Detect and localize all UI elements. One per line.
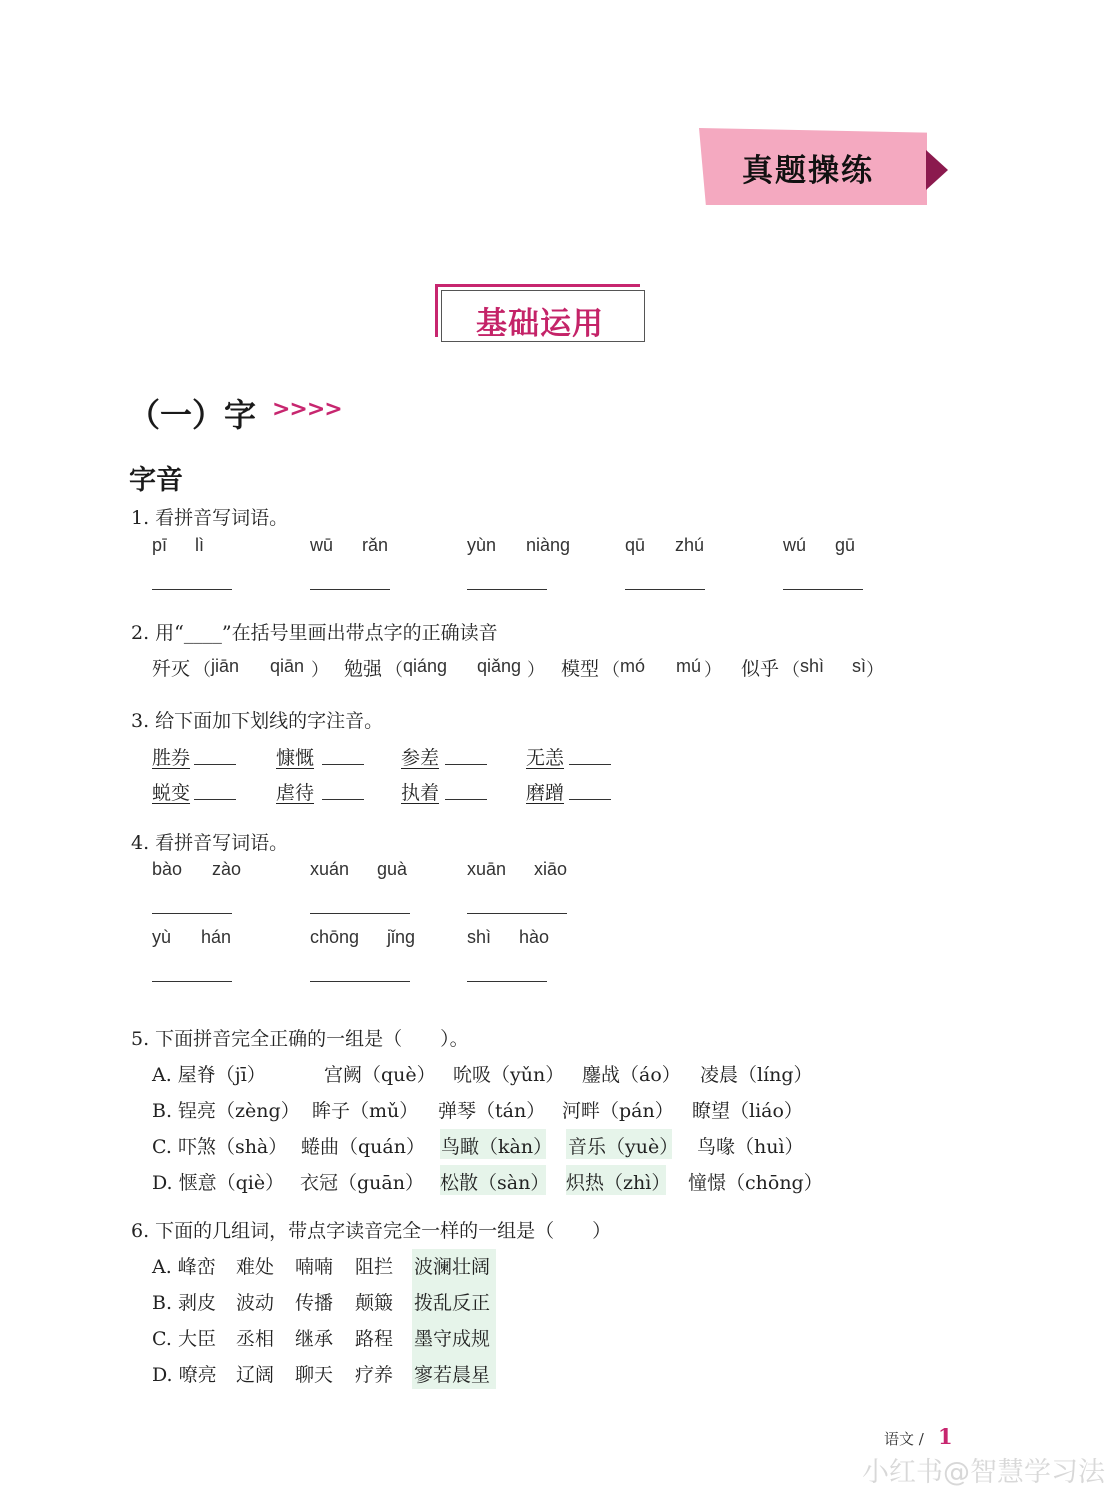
answer-blank[interactable] [310, 981, 410, 982]
pinyin: wū [310, 535, 334, 555]
underlined-word: 虐待 [276, 782, 315, 804]
answer-blank[interactable] [310, 913, 410, 914]
pinyin: rǎn [362, 535, 389, 555]
option-b-item: 颠簸 [355, 1292, 394, 1314]
option-b-item[interactable]: B. 锃亮（zèng） [152, 1100, 300, 1122]
option-d-item: 炽热（zhì） [566, 1172, 671, 1194]
section-box-title: 基础运用 [476, 306, 604, 342]
option-b-item: 波动 [236, 1292, 275, 1314]
paren-right: ） [704, 660, 722, 680]
section-arrows-icon: >>>> [272, 397, 342, 422]
pinyin-option[interactable]: mó [620, 656, 646, 676]
answer-blank[interactable] [569, 764, 611, 765]
pinyin: wú [783, 535, 807, 555]
option-c-item: 音乐（yuè） [568, 1136, 679, 1158]
pinyin-option[interactable]: qiān [270, 656, 305, 676]
option-b-item: 眸子（mǔ） [312, 1100, 419, 1122]
option-a-item: 难处 [236, 1256, 275, 1278]
option-c-item: 丞相 [236, 1328, 275, 1350]
underlined-word: 执着 [401, 782, 440, 804]
watermark: 小红书@智慧学习法 [862, 1457, 1105, 1488]
pinyin: yù [152, 927, 172, 947]
pinyin: xuān [467, 859, 507, 879]
question-1-stem: 1. 看拼音写词语。 [131, 507, 289, 529]
option-b-item: 河畔（pán） [562, 1100, 674, 1122]
option-c-item[interactable]: C. 大臣 [152, 1328, 216, 1350]
option-a-item: 凌晨（líng） [700, 1064, 813, 1086]
subsection-title: 字音 [129, 465, 183, 496]
pinyin: chōng [310, 927, 360, 947]
option-b-item: 传播 [295, 1292, 334, 1314]
word: 似乎 [741, 658, 780, 680]
footer-subject: 语文 / [884, 1430, 924, 1448]
pinyin: shì [467, 927, 492, 947]
paren-left: （ [385, 660, 403, 680]
page-number: 1 [938, 1424, 953, 1449]
paren-left: （ [193, 660, 211, 680]
pinyin: xiāo [534, 859, 568, 879]
option-c-item: 鸟喙（huì） [697, 1136, 804, 1158]
option-a-item: 喃喃 [295, 1256, 334, 1278]
question-3-stem: 3. 给下面加下划线的字注音。 [131, 710, 384, 732]
pinyin: pī [152, 535, 168, 555]
option-d-item: 聊天 [295, 1364, 334, 1386]
option-a-item: 鏖战（áo） [582, 1064, 681, 1086]
underlined-word: 参差 [401, 747, 440, 769]
answer-blank[interactable] [322, 764, 364, 765]
option-d-item[interactable]: D. 惬意（qiè） [152, 1172, 285, 1194]
pinyin: niàng [526, 535, 571, 555]
option-a-item[interactable]: A. 屋脊（jī） [152, 1064, 266, 1086]
option-b-item: 拨乱反正 [414, 1292, 491, 1314]
pinyin: gū [835, 535, 856, 555]
option-c-item: 墨守成规 [414, 1328, 491, 1350]
paren-left: （ [602, 660, 620, 680]
pinyin: bào [152, 859, 183, 879]
answer-blank[interactable] [569, 799, 611, 800]
banner-arrow-icon [926, 150, 948, 190]
option-c-item: 路程 [355, 1328, 394, 1350]
word: 勉强 [344, 658, 383, 680]
pinyin: guà [377, 859, 408, 879]
option-d-item: 寥若晨星 [414, 1364, 491, 1386]
pinyin: zào [212, 859, 242, 879]
paren-left: （ [782, 660, 800, 680]
word: 模型 [561, 658, 600, 680]
underlined-word: 胜券 [152, 747, 191, 769]
question-5-stem: 5. 下面拼音完全正确的一组是（ ）。 [131, 1028, 469, 1050]
option-a-item: 宫阙（què） [324, 1064, 436, 1086]
answer-blank[interactable] [467, 913, 567, 914]
answer-blank[interactable] [445, 799, 487, 800]
question-6-stem: 6. 下面的几组词，带点字读音完全一样的一组是（ ） [131, 1220, 612, 1242]
pinyin: qū [625, 535, 646, 555]
answer-blank[interactable] [152, 981, 232, 982]
underlined-word: 慷慨 [276, 747, 315, 769]
pinyin: hán [201, 927, 232, 947]
section-title: （一）字 [128, 396, 257, 434]
answer-blank[interactable] [445, 764, 487, 765]
underlined-word: 无恙 [526, 747, 565, 769]
option-c-item: 蜷曲（quán） [301, 1136, 425, 1158]
option-d-item[interactable]: D. 嘹亮 [152, 1364, 217, 1386]
option-b-item[interactable]: B. 剥皮 [152, 1292, 217, 1314]
option-d-item: 憧憬（chōng） [688, 1172, 823, 1194]
pinyin: xuán [310, 859, 350, 879]
answer-blank[interactable] [322, 799, 364, 800]
pinyin-option[interactable]: shì [800, 656, 825, 676]
pinyin-option[interactable]: sì [852, 656, 867, 676]
option-d-item: 疗养 [355, 1364, 394, 1386]
answer-blank[interactable] [194, 764, 236, 765]
answer-blank[interactable] [194, 799, 236, 800]
option-d-item: 辽阔 [236, 1364, 275, 1386]
word: 歼灭 [152, 658, 191, 680]
pinyin: zhú [675, 535, 705, 555]
option-a-item[interactable]: A. 峰峦 [152, 1256, 216, 1278]
option-c-item: 鸟瞰（kàn） [441, 1136, 553, 1158]
option-b-item: 瞭望（liáo） [692, 1100, 803, 1122]
paren-right: ） [866, 660, 884, 680]
option-d-item: 松散（sàn） [440, 1172, 550, 1194]
question-2-stem: 2. 用“____”在括号里画出带点字的正确读音 [131, 622, 498, 644]
pinyin: lì [195, 535, 204, 555]
question-4-stem: 4. 看拼音写词语。 [131, 832, 289, 854]
answer-blank[interactable] [310, 589, 390, 590]
answer-blank[interactable] [467, 981, 547, 982]
option-c-item[interactable]: C. 吓煞（shà） [152, 1136, 288, 1158]
option-d-item: 衣冠（guān） [300, 1172, 424, 1194]
banner-title: 真题操练 [742, 153, 874, 189]
option-b-item: 弹琴（tán） [438, 1100, 546, 1122]
option-a-item: 阻拦 [355, 1256, 394, 1278]
underlined-word: 蜕变 [152, 782, 191, 804]
underlined-word: 磨蹭 [526, 782, 565, 804]
pinyin: yùn [467, 535, 497, 555]
paren-right: ） [311, 660, 329, 680]
option-c-item: 继承 [295, 1328, 334, 1350]
pinyin-option[interactable]: mú [676, 656, 702, 676]
answer-blank[interactable] [467, 589, 547, 590]
pinyin-option[interactable]: qiáng [403, 656, 448, 676]
answer-blank[interactable] [152, 913, 232, 914]
answer-blank[interactable] [152, 589, 232, 590]
paren-right: ） [527, 660, 545, 680]
pinyin-option[interactable]: qiǎng [477, 656, 522, 676]
pinyin-option[interactable]: jiān [211, 656, 240, 676]
pinyin: jǐng [387, 927, 416, 947]
option-a-item: 吮吸（yǔn） [453, 1064, 565, 1086]
option-a-item: 波澜壮阔 [414, 1256, 491, 1278]
pinyin: hào [519, 927, 550, 947]
answer-blank[interactable] [783, 589, 863, 590]
answer-blank[interactable] [625, 589, 705, 590]
